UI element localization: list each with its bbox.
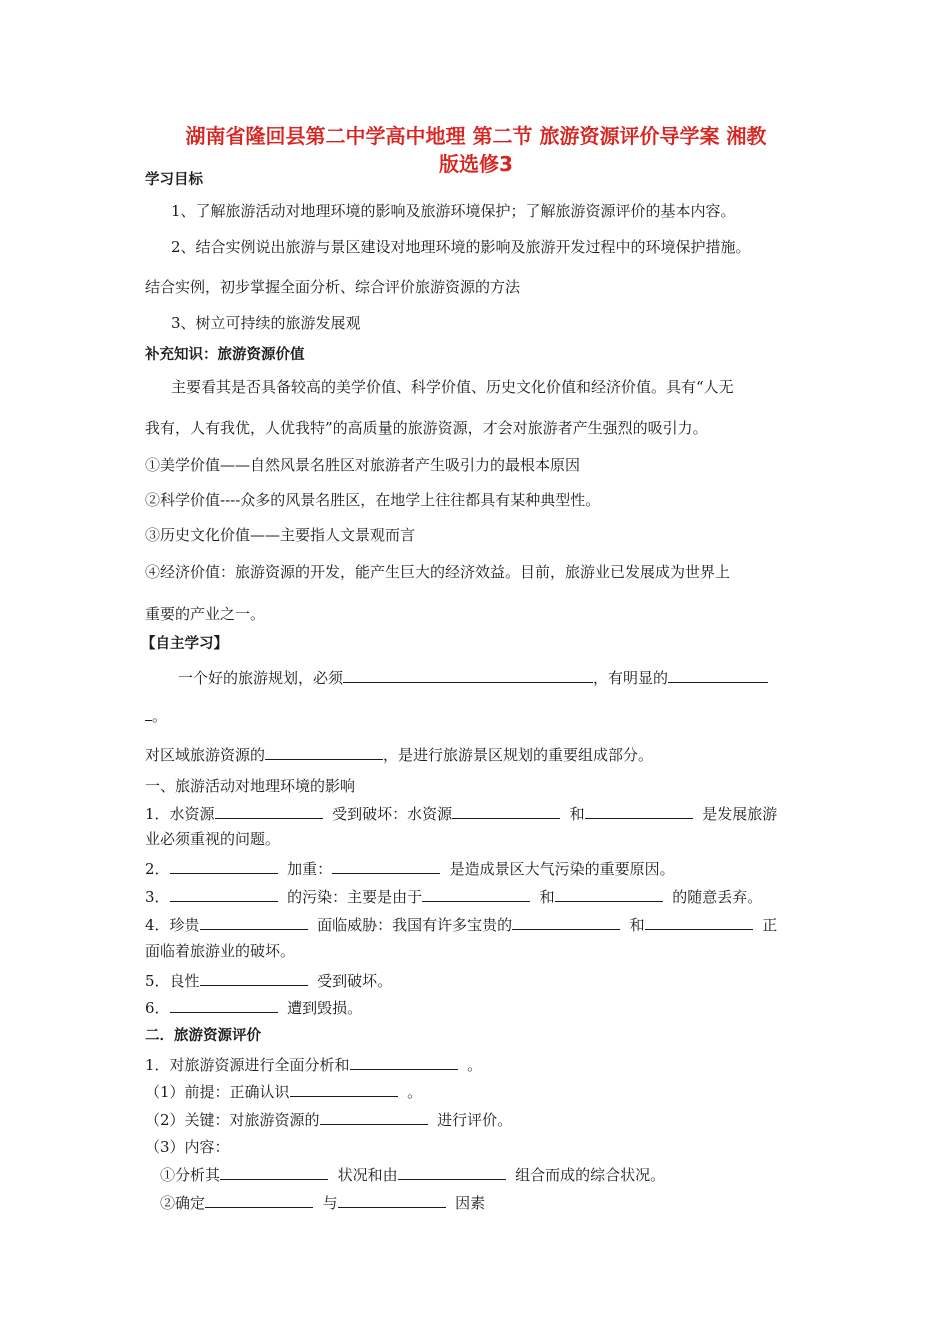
fill-in-blank[interactable] xyxy=(320,1109,428,1125)
text: 3． xyxy=(145,888,170,906)
fill-in-blank[interactable] xyxy=(170,997,278,1013)
text: 一个好的旅游规划，必须 xyxy=(178,669,344,687)
goal-1: 1、了解旅游活动对地理环境的影响及旅游环境保护；了解旅游资源评价的基本内容。 xyxy=(171,202,736,220)
text: 是造成景区大气污染的重要原因。 xyxy=(449,860,675,878)
self-study-sentence-1-end xyxy=(145,705,167,726)
text: 是发展旅游 xyxy=(702,805,778,823)
goal-2: 2、结合实例说出旅游与景区建设对地理环境的影响及旅游开发过程中的环境保护措施。 xyxy=(171,238,751,256)
item-1 xyxy=(145,803,777,824)
supplement-paragraph-line-2: 我有，人有我优，人优我特”的高质量的旅游资源，才会对旅游者产生强烈的吸引力。 xyxy=(145,419,708,437)
fill-in-blank[interactable] xyxy=(170,858,278,874)
value-aesthetic: ①美学价值——自然风景名胜区对旅游者产生吸引力的最根本原因 xyxy=(145,456,581,474)
fill-in-blank[interactable] xyxy=(668,667,768,683)
fill-in-blank[interactable] xyxy=(555,886,663,902)
text: 进行评价。 xyxy=(437,1111,513,1129)
goal-2-continued: 结合实例，初步掌握全面分析、综合评价旅游资源的方法 xyxy=(145,278,521,296)
text: 的随意丢弃。 xyxy=(672,888,763,906)
eval-key xyxy=(145,1109,512,1130)
text: ①分析其 xyxy=(160,1166,221,1184)
text: 加重： xyxy=(287,860,333,878)
fill-in-blank[interactable] xyxy=(290,1081,398,1097)
text: （2）关键：对旅游资源的 xyxy=(145,1111,320,1129)
value-economic-line-1: ④经济价值：旅游资源的开发，能产生巨大的经济效益。目前，旅游业已发展成为世界上 xyxy=(145,563,731,581)
text: 6． xyxy=(145,999,170,1017)
item-1-continued: 业必须重视的问题。 xyxy=(145,830,281,848)
fill-in-blank[interactable] xyxy=(350,1054,458,1070)
value-cultural: ③历史文化价值——主要指人文景观而言 xyxy=(145,526,416,544)
fill-in-blank[interactable] xyxy=(265,744,383,760)
text: 受到破坏。 xyxy=(317,972,393,990)
text: 因素 xyxy=(455,1194,486,1212)
supplement-heading: 补充知识：旅游资源价值 xyxy=(145,347,305,363)
item-2 xyxy=(145,858,675,879)
item-6 xyxy=(145,997,362,1018)
supplement-paragraph-line-1: 主要看其是否具备较高的美学价值、科学价值、历史文化价值和经济价值。具有“人无 xyxy=(171,378,734,396)
text: 和 xyxy=(539,888,555,906)
value-scientific: ②科学价值----众多的风景名胜区，在地学上往往都具有某种典型性。 xyxy=(145,491,601,509)
text: ，是进行旅游景区规划的重要组成部分。 xyxy=(383,746,654,764)
fill-in-blank[interactable] xyxy=(338,1192,446,1208)
item-4-continued: 面临着旅游业的破坏。 xyxy=(145,942,296,960)
fill-in-blank[interactable] xyxy=(343,667,593,683)
fill-in-blank[interactable] xyxy=(205,1192,313,1208)
fill-in-blank[interactable] xyxy=(215,803,323,819)
text: 和 xyxy=(569,805,585,823)
document-title-line-2: 版选修3 xyxy=(439,152,513,176)
text: ，有明显的 xyxy=(593,669,669,687)
eval-content-2 xyxy=(160,1192,485,1213)
text: 状况和由 xyxy=(337,1166,398,1184)
eval-content: （3）内容： xyxy=(145,1138,230,1156)
text: 。 xyxy=(407,1083,423,1101)
fill-in-blank[interactable] xyxy=(422,886,530,902)
fill-in-blank[interactable] xyxy=(332,858,440,874)
fill-in-blank[interactable] xyxy=(220,1164,328,1180)
text: （1）前提：正确认识 xyxy=(145,1083,290,1101)
text: 组合而成的综合状况。 xyxy=(515,1166,666,1184)
fill-in-blank[interactable] xyxy=(452,803,560,819)
section-2-heading: 二．旅游资源评价 xyxy=(145,1028,261,1044)
text: 1．对旅游资源进行全面分析和 xyxy=(145,1056,350,1074)
text: 与 xyxy=(322,1194,338,1212)
text: 遭到毁损。 xyxy=(287,999,363,1017)
item-4 xyxy=(145,914,777,935)
eval-item-1 xyxy=(145,1054,482,1075)
text: 1．水资源 xyxy=(145,805,215,823)
fill-in-blank[interactable] xyxy=(200,970,308,986)
fill-in-blank[interactable] xyxy=(585,803,693,819)
text: 面临威胁：我国有许多宝贵的 xyxy=(317,916,513,934)
text: ②确定 xyxy=(160,1194,206,1212)
value-economic-line-2: 重要的产业之一。 xyxy=(145,605,266,623)
section-1-heading: 一、旅游活动对地理环境的影响 xyxy=(145,777,356,795)
fill-in-blank[interactable] xyxy=(200,914,308,930)
text: 。 xyxy=(152,707,168,725)
self-study-sentence-1 xyxy=(178,667,768,688)
goal-3: 3、树立可持续的旅游发展观 xyxy=(171,314,361,332)
text: 5．良性 xyxy=(145,972,200,990)
text: 受到破坏：水资源 xyxy=(332,805,453,823)
text: 。 xyxy=(467,1056,483,1074)
fill-in-blank[interactable] xyxy=(170,886,278,902)
fill-in-blank[interactable] xyxy=(398,1164,506,1180)
eval-prerequisite xyxy=(145,1081,422,1102)
goals-heading: 学习目标 xyxy=(145,172,203,188)
text: 的污染：主要是由于 xyxy=(287,888,423,906)
eval-content-1 xyxy=(160,1164,665,1185)
text: 4．珍贵 xyxy=(145,916,200,934)
item-5 xyxy=(145,970,392,991)
fill-in-blank[interactable] xyxy=(645,914,753,930)
text: 正 xyxy=(762,916,778,934)
text: 2． xyxy=(145,860,170,878)
self-study-sentence-2 xyxy=(145,744,653,765)
document-title-line-1: 湖南省隆回县第二中学高中地理 第二节 旅游资源评价导学案 湘教 xyxy=(185,124,767,148)
text: 和 xyxy=(629,916,645,934)
item-3 xyxy=(145,886,762,907)
fill-in-blank[interactable] xyxy=(512,914,620,930)
self-study-heading: 【自主学习】 xyxy=(141,636,228,652)
fill-in-blank[interactable] xyxy=(145,705,152,721)
text: 对区域旅游资源的 xyxy=(145,746,266,764)
